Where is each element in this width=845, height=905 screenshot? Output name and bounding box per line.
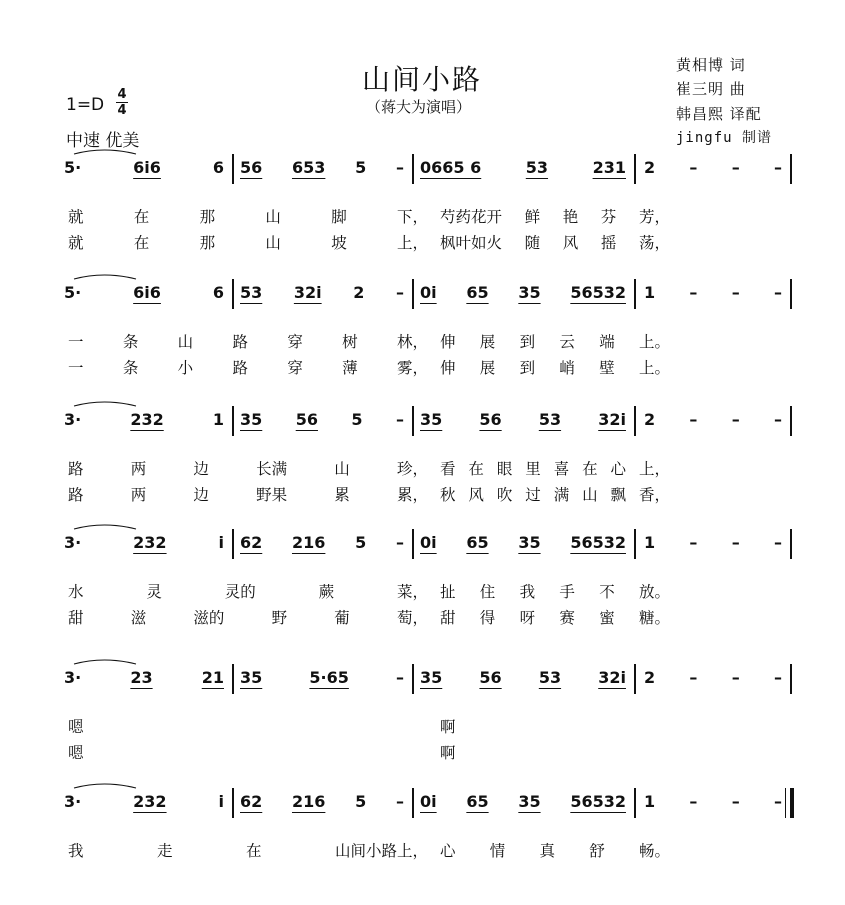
lyric-word: 舒 [589,842,605,860]
lyric-word: 累 [334,486,350,504]
lyric-word: 嗯 [68,744,84,762]
lyric-word: 心 [610,460,627,478]
note-group: 6i6 [133,158,161,177]
note-group: 53 [525,158,549,177]
note-group: – [396,668,404,687]
credit-composer: 崔三明 曲 [676,80,746,98]
lyric-word: 灵的 [224,583,256,601]
note-group: 5 [355,792,367,811]
lyric-word: 荡， [638,234,670,252]
note-group: – [731,668,740,687]
lyric-word: 风 [562,234,579,252]
lyric-word: 真 [539,842,555,860]
note-group: 56 [240,158,263,177]
lyric-word: 不 [599,583,615,601]
lyric-word: 糖。 [638,609,670,627]
note-group: 5 [355,533,367,552]
lyric-word: 鲜 [524,208,541,226]
note-group: i [218,533,224,552]
lyric-word: 山 [334,460,350,478]
note-group: – [395,533,404,552]
note-group: 56532 [570,533,626,552]
lyric-word: 满 [553,486,570,504]
lyric-word: 上， [396,234,428,252]
lyric-word: 水 [68,583,84,601]
note-group: 35 [420,668,443,687]
lyric-word: 峭 [559,359,575,377]
lyric-word: 喜 [553,460,570,478]
lyric-word: 累， [396,486,428,504]
note-group: 65 [466,533,489,552]
lyric-word: 蕨 [318,583,335,601]
lyric-word: 云 [559,333,575,351]
note-group: 232 [133,533,167,552]
note-group: – [395,158,404,177]
note-group: 62 [240,792,263,811]
note-group: 1 [644,283,656,302]
note-group: 35 [518,283,541,302]
note-group: – [395,792,404,811]
lyric-word: 山 [177,333,194,351]
lyric-word: 香， [638,486,670,504]
lyric-word: 啊 [440,744,456,762]
note-group: 1 [644,533,656,552]
note-group: i [218,792,224,811]
note-group: 32i [598,668,626,687]
note-group: – [773,158,782,177]
song-title: 山间小路 [362,63,483,96]
lyric-word: 那 [199,234,216,252]
lyric-word: 薄 [342,359,358,377]
credit-translator: 韩昌熙 译配 [676,105,762,123]
note-group: – [773,410,782,429]
lyric-word: 下， [396,208,428,226]
lyric-word: 风 [468,486,484,504]
lyric-word: 赛 [559,609,575,627]
lyric-word: 飘 [610,486,627,504]
lyric-word: 小 [177,359,194,377]
credit-transcriber: jingfu 制谱 [676,130,773,146]
note-group: 3· [64,410,82,429]
lyric-word: 在 [582,460,598,478]
lyric-word: 路 [68,460,84,478]
note-group: 65 [466,283,489,302]
lyric-word: 滋 [130,609,147,627]
note-group: 6i6 [133,283,161,302]
note-group: 35 [518,533,541,552]
note-group: 231 [592,158,626,177]
slur [74,784,136,788]
lyric-word: 得 [479,609,496,627]
note-group: 56532 [570,792,626,811]
lyric-word: 在 [245,842,262,860]
lyric-word: 艳 [562,208,579,226]
lyric-word: 呀 [519,609,536,627]
lyric-word: 边 [193,460,209,478]
lyric-word: 菜， [396,583,428,601]
note-group: 53 [240,283,263,302]
time-bottom: 4 [117,103,127,118]
lyric-word: 萄， [396,609,428,627]
lyric-word: 滋的 [193,609,225,627]
lyric-word: 芍药花开 [440,208,503,226]
lyric-word: 里 [525,460,541,478]
lyric-word: 蜜 [599,609,615,627]
note-group: 56 [479,668,502,687]
lyric-word: 山 [582,486,598,504]
lyric-word: 两 [130,486,147,504]
lyric-phrase [440,839,670,861]
note-group: 5· [64,158,82,177]
lyric-word: 心 [440,842,456,860]
lyric-word: 就 [68,208,84,226]
lyric-word: 路 [68,486,84,504]
note-group: 0i [420,792,437,811]
note-group: – [731,533,740,552]
note-group: 653 [291,158,326,177]
note-group: 0i [420,283,437,302]
lyric-word: 山 [265,234,281,252]
lyric-word: 畅。 [638,842,670,860]
lyric-word: 看 [440,460,456,478]
note-group: 216 [291,533,326,552]
note-group: 5·65 [309,668,349,687]
lyric-word: 枫叶如火 [440,234,503,252]
note-group: 1 [212,410,224,429]
note-group: – [731,283,740,302]
lyric-word: 吹 [496,486,513,504]
lyric-word: 秋 [440,486,456,504]
lyric-word: 我 [68,842,84,860]
note-group: 0665 6 [420,158,482,177]
note-group: – [689,283,698,302]
note-group: 5 [351,410,363,429]
lyric-word: 眼 [496,460,513,478]
lyric-word: 伸 [440,333,456,351]
lyric-word: 甜 [440,609,456,627]
lyric-word: 葡 [334,609,350,627]
lyric-word: 雾， [396,359,428,377]
lyric-word: 展 [479,359,496,377]
note-group: 53 [538,410,562,429]
note-group: – [773,668,782,687]
lyric-word: 就 [68,234,84,252]
note-group: 56532 [570,283,626,302]
note-group: 2 [353,283,365,302]
lyric-word: 扯 [440,583,456,601]
note-group: 35 [240,410,263,429]
note-group: 3· [64,668,82,687]
note-group: 62 [240,533,263,552]
lyric-word: 路 [232,359,248,377]
note-group: – [395,410,404,429]
lyric-word: 到 [519,333,536,351]
note-group: – [395,283,404,302]
note-group: 6 [212,283,224,302]
note-group: 3· [64,792,82,811]
note-group: – [689,792,698,811]
lyric-word: 在 [133,208,150,226]
note-group: 23 [130,668,153,687]
time-top: 4 [117,87,127,102]
note-group: 232 [133,792,167,811]
note-group: – [773,283,782,302]
note-group: – [689,158,698,177]
note-group: – [689,533,698,552]
song-subtitle: （蒋大为演唱） [366,98,472,116]
note-group: – [773,792,782,811]
lyric-word: 放。 [638,583,670,601]
lyric-word: 山间小路上， [334,842,428,860]
lyric-word: 在 [133,234,150,252]
lyric-word: 伸 [440,359,456,377]
lyric-word: 珍， [396,460,428,478]
lyric-word: 芬 [600,208,617,226]
lyric-word: 条 [122,333,139,351]
lyric-word: 边 [193,486,209,504]
lyric-word: 过 [525,486,541,504]
note-group: 21 [201,668,224,687]
note-group: 5· [64,283,82,302]
lyric-word: 野 [271,609,288,627]
lyric-word: 展 [479,333,496,351]
lyric-word: 情 [489,842,506,860]
lyric-word: 脚 [331,208,347,226]
lyric-word: 山 [265,208,281,226]
note-group: 53 [538,668,562,687]
lyric-word: 一 [68,333,84,351]
note-group: – [731,410,740,429]
lyric-word: 随 [524,234,541,252]
note-group: 32i [598,410,626,429]
lyric-word: 甜 [68,609,84,627]
note-group: 2 [644,158,656,177]
lyric-word: 上， [638,460,670,478]
lyric-line [68,839,678,861]
lyric-phrase [68,839,428,861]
lyric-word: 树 [342,333,358,351]
lyric-word: 端 [599,333,615,351]
key-signature: 1=D [66,95,105,115]
lyric-word: 那 [199,208,216,226]
credit-lyricist: 黄相博 词 [676,56,746,74]
lyric-word: 手 [559,583,575,601]
lyric-word: 野果 [256,486,288,504]
note-group: 35 [518,792,541,811]
note-group: 5 [355,158,367,177]
note-group: – [731,792,740,811]
lyric-word: 摇 [600,234,617,252]
lyric-word: 路 [232,333,248,351]
note-group: – [731,158,740,177]
note-group: 56 [295,410,318,429]
tempo-marking: 中速 优美 [66,131,140,151]
lyric-word: 两 [130,460,147,478]
lyric-word: 住 [479,583,496,601]
note-group: – [689,410,698,429]
note-group: 6 [212,158,224,177]
note-group: 232 [130,410,164,429]
lyric-word: 嗯 [68,718,84,736]
note-group: – [773,533,782,552]
note-group: 216 [291,792,326,811]
note-group: 2 [644,668,656,687]
lyric-word: 上。 [638,333,670,351]
note-group: 56 [479,410,502,429]
note-group: 0i [420,533,437,552]
note-group: 35 [420,410,443,429]
note-group: 3· [64,533,82,552]
lyric-word: 灵 [146,583,162,601]
note-group: 1 [644,792,656,811]
lyric-word: 坡 [331,234,347,252]
lyric-word: 林， [396,333,428,351]
lyric-word: 在 [468,460,484,478]
lyric-word: 穿 [287,359,303,377]
lyric-word: 芳， [638,208,670,226]
note-group: 2 [644,410,656,429]
lyric-word: 条 [122,359,139,377]
note-group: – [689,668,698,687]
lyric-word: 走 [156,842,173,860]
note-group: 35 [240,668,263,687]
lyric-word: 到 [519,359,536,377]
lyric-word: 壁 [599,359,615,377]
lyric-word: 我 [519,583,536,601]
lyric-word: 一 [68,359,84,377]
note-group: 32i [293,283,322,302]
note-group: 65 [466,792,489,811]
lyric-word: 上。 [638,359,670,377]
lyric-word: 穿 [287,333,303,351]
lyric-word: 啊 [440,718,456,736]
lyric-word: 长满 [256,460,288,478]
